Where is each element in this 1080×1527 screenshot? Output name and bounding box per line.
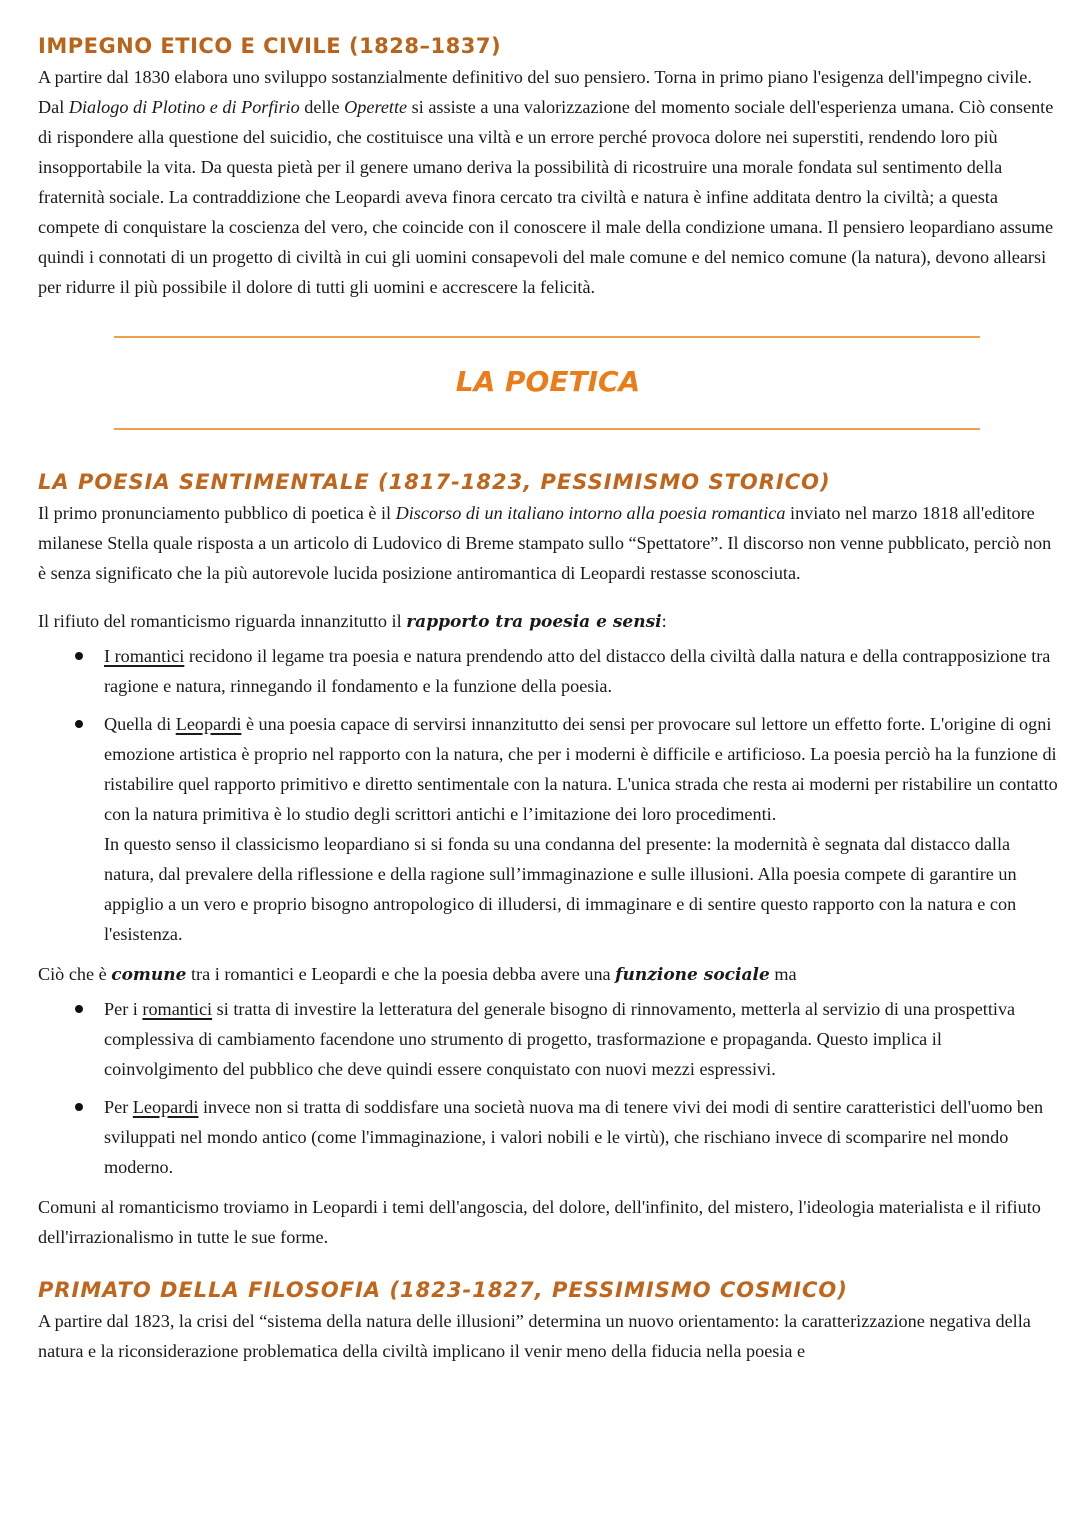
- text-segment: si tratta di investire la letteratura del generale bisogno di rinnovamento, metterla al servizio di una prospettiva complessiva di cambiamento facendone uno strumento di progetto, trasformazione e propaganda. Questo implica il coinvolgimento del pubblico che deve quindi essere conquistato con nuovi mezzi espressivi.: [104, 999, 1016, 1079]
- text-segment: è una poesia capace di servirsi innanzitutto dei sensi per provocare sul lettore un effetto forte. L'origine di ogni emozione artistica è proprio nel rapporto con la natura, che per i moderni è difficile e artificioso. La poesia perciò ha la funzione di ristabilire quel rapporto primitivo e diretto sentimentale con la natura. L'unica strada che resta ai moderni per ristabilire un contatto con la natura primitiva è lo studio degli scrittori antichi e l’imitazione dei loro procedimenti.: [104, 714, 1058, 824]
- text-segment: :: [661, 611, 667, 631]
- divider: [114, 428, 980, 430]
- bullet-list-senses: [38, 641, 1058, 949]
- emphasis-text: funzione sociale: [615, 965, 770, 985]
- text-segment: Ciò che è: [38, 964, 112, 984]
- text-segment: inviato nel marzo 1818 all'editore milanese Stella quale risposta a un articolo di Ludovico di Breme stampato sullo “Spettatore”. Il discorso non venne pubblicato, perciò non è senza significato che la più autorevole lucida posizione antiromantica di Leopardi restasse sconosciuta.: [38, 503, 1052, 583]
- list-item: [104, 1092, 1058, 1182]
- underlined-term: Leopardi: [175, 714, 242, 734]
- text-segment: Per i: [104, 999, 143, 1019]
- text-segment: invece non si tratta di soddisfare una società nuova ma di tenere vivi dei modi di sentire caratteristici dell'uomo ben sviluppati nel mondo antico (come l'immaginazione, i valori nobili e le virtù), che rischiano invece di scomparire nel mondo moderno.: [104, 1097, 1044, 1177]
- paragraph-rifiuto: [38, 606, 1058, 637]
- section-title: LA POETICA: [455, 365, 641, 398]
- text-segment: Quella di: [104, 714, 176, 734]
- emphasis-text: comune: [111, 965, 187, 985]
- heading-primato-filosofia: PRIMATO DELLA FILOSOFIA (1823-1827, PESSIMISMO COSMICO): [38, 1278, 848, 1302]
- list-item: [104, 641, 1058, 701]
- text-segment: Comuni al romanticismo troviamo in Leopardi i temi dell'angoscia, del dolore, dell'infinito, del mistero, l'ideologia materialista e il rifiuto dell'irrazionalismo in tutte le sue forme.: [38, 1197, 1041, 1247]
- text-segment: Il primo pronunciamento pubblico di poetica è il: [38, 503, 396, 523]
- paragraph-comune: [38, 959, 1058, 990]
- heading-poesia-sentimentale: LA POESIA SENTIMENTALE (1817-1823, PESSIMISMO STORICO): [38, 470, 831, 494]
- document-page: [38, 30, 1058, 1366]
- italic-title: Dialogo di Plotino e di Porfirio: [68, 97, 300, 117]
- text-segment: A partire dal 1823, la crisi del “sistema della natura delle illusioni” determina un nuovo orientamento: la caratterizzazione negativa della natura e la riconsiderazione problematica della civiltà implicano il venir meno della fiducia nella poesia e: [38, 1311, 1031, 1361]
- italic-title: Discorso di un italiano intorno alla poesia romantica: [395, 503, 786, 523]
- underlined-term: I romantici: [104, 646, 185, 666]
- paragraph-impegno: [38, 62, 1058, 302]
- emphasis-text: rapporto tra poesia e sensi: [406, 612, 662, 632]
- divider: [114, 336, 980, 338]
- text-segment: In questo senso il classicismo leopardiano si si fonda su una condanna del presente: la modernità è segnata dal distacco dalla natura, dal prevalere della riflessione e della ragione sull’immaginazione e sulle illusioni. Alla poesia compete di garantire un appiglio a un vero e proprio bisogno antropologico di illudersi, di immaginare e di sentire questo rapporto con la natura e con l'esistenza.: [104, 834, 1017, 944]
- text-segment: si assiste a una valorizzazione del momento sociale dell'esperienza umana. Ciò consente di rispondere alla questione del suicidio, che costituisce una viltà e un errore perché provoca dolore nei superstiti, rendendo loro più insopportabile la vita. Da questa pietà per il genere umano deriva la possibilità di ricostruire una morale fondata sul sentimento della fraternità sociale. La contraddizione che Leopardi aveva finora cercato tra civiltà e natura è infine additata dentro la civiltà; a questa compete di conquistare la coscienza del vero, che coincide con il conoscere il male della condizione umana. Il pensiero leopardiano assume quindi i connotati di un progetto di civiltà in cui gli uomini consapevoli del male comune e del nemico comune (la natura), devono allearsi per ridurre il più possibile il dolore di tutti gli uomini e accrescere la felicità.: [38, 97, 1054, 297]
- list-item: [104, 709, 1058, 949]
- text-segment: Per: [104, 1097, 133, 1117]
- bullet-list-social: [38, 994, 1058, 1182]
- text-segment: ma: [769, 964, 797, 984]
- text-segment: delle: [299, 97, 345, 117]
- text-segment: recidono il legame tra poesia e natura prendendo atto del distacco della civiltà dalla natura e della contrapposizione tra ragione e natura, rinnegando il fondamento e la funzione della poesia.: [104, 646, 1051, 696]
- underlined-term: Leopardi: [132, 1097, 199, 1117]
- list-item: [104, 994, 1058, 1084]
- text-segment: Il rifiuto del romanticismo riguarda innanzitutto il: [38, 611, 407, 631]
- paragraph-discorso: [38, 498, 1058, 588]
- text-segment: tra i romantici e Leopardi e che la poesia debba avere una: [186, 964, 616, 984]
- underlined-term: romantici: [142, 999, 213, 1019]
- paragraph-primato: [38, 1306, 1058, 1366]
- text-segment: A partire dal 1830 elabora uno sviluppo sostanzialmente definitivo del suo pensiero. Torna in primo piano l'esigenza dell'impegno civile. Dal: [38, 67, 1032, 117]
- paragraph-comuni: [38, 1192, 1058, 1252]
- heading-impegno-etico: IMPEGNO ETICO E CIVILE (1828–1837): [38, 34, 502, 58]
- italic-title: Operette: [344, 97, 408, 117]
